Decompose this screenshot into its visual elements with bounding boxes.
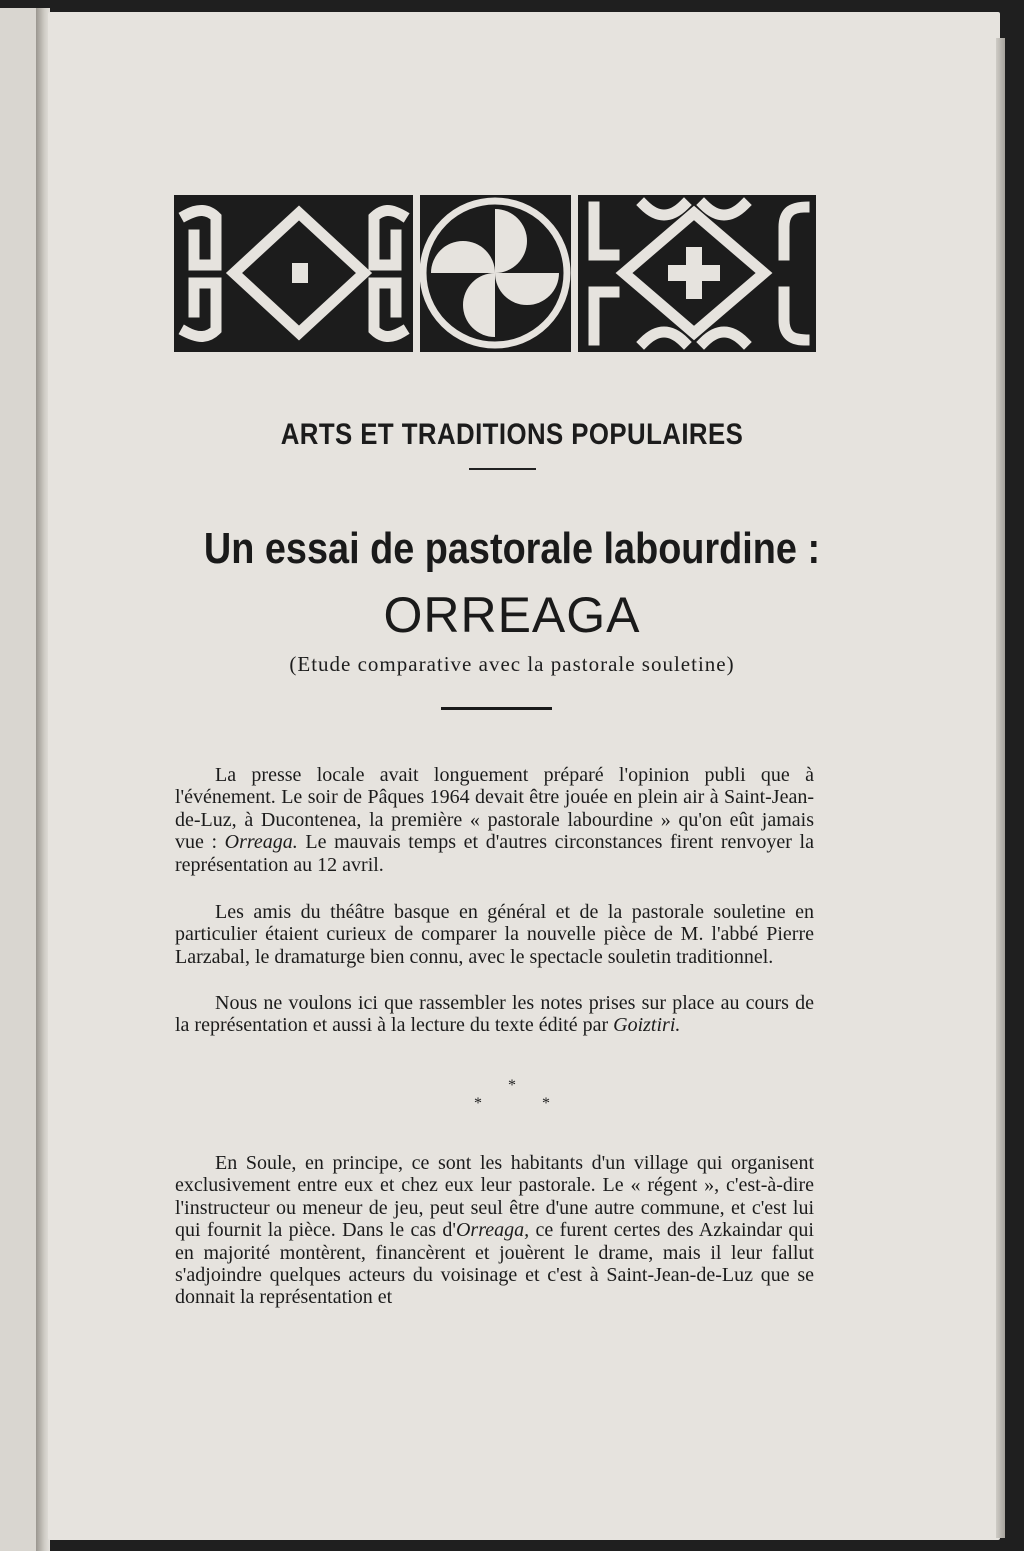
left-page-edge bbox=[0, 8, 40, 1551]
separator-top: * bbox=[508, 1077, 516, 1094]
text-run: En Soule, en principe, ce sont les habitants d'un village qui organisent exclusivement entre eux et chez eux leur pastorale. Le « régent », c'est-à-dire l'instructeur ou meneur de jeu, peut seul être d'une autre commune, et c'est lui qui fournit la pièce. Dans le cas d' bbox=[175, 1152, 814, 1242]
page-edge bbox=[996, 38, 1005, 1538]
italic-text: Goiztiri. bbox=[613, 1014, 681, 1037]
article-title: Un essai de pastorale labourdine : bbox=[203, 524, 821, 573]
separator-bottom: * * bbox=[474, 1095, 578, 1112]
section-title: ARTS ET TRADITIONS POPULAIRES bbox=[280, 418, 744, 451]
text-run: Nous ne voulons ici que rassembler les notes prises sur place au cours de la représentation et aussi à la lecture du texte édité par bbox=[175, 992, 814, 1037]
paragraph bbox=[175, 901, 814, 968]
paragraph bbox=[175, 992, 814, 1037]
decorative-banner bbox=[174, 195, 816, 352]
article-note: (Etude comparative avec la pastorale souletine) bbox=[289, 652, 735, 676]
paragraph bbox=[175, 764, 814, 876]
divider-long bbox=[441, 707, 552, 710]
section-separator bbox=[0, 1077, 1024, 1113]
text-run: ce furent certes des Azkaindar qui en majorité montèrent, financèrent et jouèrent le drame, mais il leur fallut s'adjoindre quelques acteurs du voisinage et c'est à Saint-Jean-de-Luz que se donnait la représentation et bbox=[175, 1219, 814, 1309]
text-run: Le mauvais temps et d'autres circonstances firent renvoyer la représentation au 12 avril. bbox=[175, 831, 814, 876]
paragraph bbox=[175, 1152, 814, 1309]
italic-text: Orreaga. bbox=[224, 831, 298, 854]
text-run: La presse locale avait longuement préparé l'opinion publi que à l'événement. Le soir de Pâques 1964 devait être jouée en plein air à Saint-Jean-de-Luz, à Ducontenea, la première « pastorale labourdine » qu'on eût jamais vue : bbox=[175, 764, 814, 854]
divider-short bbox=[469, 468, 536, 470]
text-run: Les amis du théâtre basque en général et de la pastorale souletine en particulier étaient curieux de comparer la nouvelle pièce de M. l'abbé Pierre Larzabal, le dramaturge bien connu, avec le spectacle souletin traditionnel. bbox=[175, 901, 814, 968]
italic-text: Orreaga, bbox=[455, 1219, 530, 1242]
article-subtitle: ORREAGA bbox=[383, 587, 641, 643]
